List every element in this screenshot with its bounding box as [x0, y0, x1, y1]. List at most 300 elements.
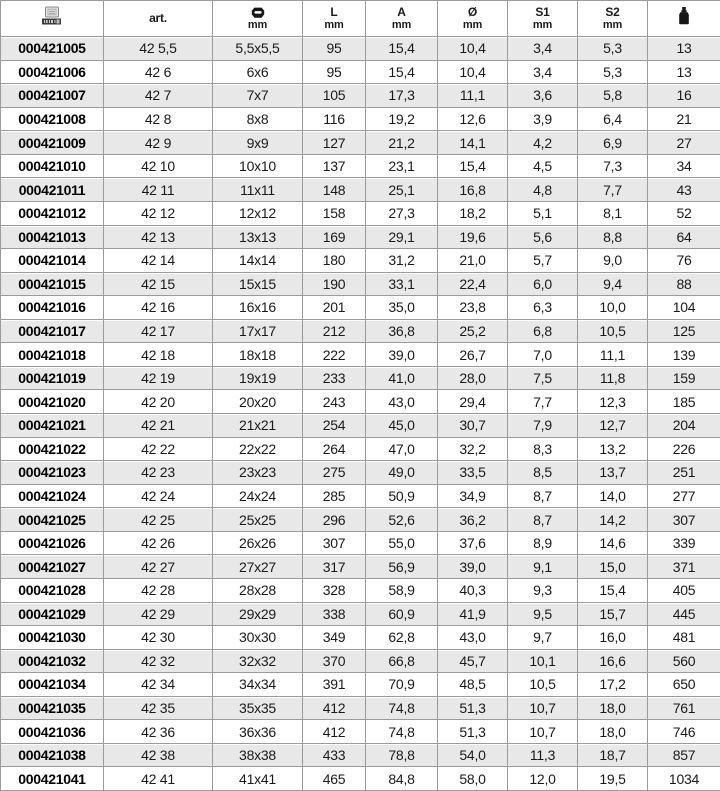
cell-article-code: 000421030 [1, 626, 104, 650]
table-row [1, 437, 720, 461]
cell-length: 137 [303, 154, 366, 178]
col-header-s2 [578, 1, 648, 37]
table-row [1, 60, 720, 84]
cell-s1: 10,1 [508, 649, 578, 673]
cell-s2: 9,0 [578, 249, 648, 273]
cell-weight: 307 [648, 508, 720, 532]
cell-a-dim: 49,0 [366, 461, 438, 485]
cell-a-dim: 35,0 [366, 296, 438, 320]
cell-size: 26x26 [213, 531, 303, 555]
cell-s1: 8,9 [508, 531, 578, 555]
cell-length: 169 [303, 225, 366, 249]
cell-diameter: 11,1 [438, 84, 508, 108]
cell-weight: 104 [648, 296, 720, 320]
table-row [1, 154, 720, 178]
table-row [1, 673, 720, 697]
cell-diameter: 33,5 [438, 461, 508, 485]
cell-length: 317 [303, 555, 366, 579]
cell-size: 6x6 [213, 60, 303, 84]
table-body [1, 37, 720, 791]
cell-s1: 8,7 [508, 508, 578, 532]
cell-article-code: 000421023 [1, 461, 104, 485]
cell-article-code: 000421034 [1, 673, 104, 697]
cell-s1: 11,3 [508, 743, 578, 767]
cell-a-dim: 45,0 [366, 414, 438, 438]
cell-size: 5,5x5,5 [213, 37, 303, 61]
cell-art-no: 42 41 [104, 767, 213, 791]
cell-diameter: 10,4 [438, 37, 508, 61]
cell-length: 412 [303, 720, 366, 744]
cell-article-code: 000421013 [1, 225, 104, 249]
cell-s1: 12,0 [508, 767, 578, 791]
table-row [1, 508, 720, 532]
cell-art-no: 42 15 [104, 272, 213, 296]
cell-art-no: 42 18 [104, 343, 213, 367]
cell-article-code: 000421006 [1, 60, 104, 84]
cell-art-no: 42 17 [104, 319, 213, 343]
cell-art-no: 42 16 [104, 296, 213, 320]
cell-a-dim: 74,8 [366, 696, 438, 720]
cell-s1: 7,9 [508, 414, 578, 438]
cell-length: 158 [303, 201, 366, 225]
cell-size: 8x8 [213, 107, 303, 131]
table-row [1, 578, 720, 602]
cell-length: 412 [303, 696, 366, 720]
cell-diameter: 16,8 [438, 178, 508, 202]
barcode-label-icon [40, 13, 64, 30]
cell-length: 95 [303, 37, 366, 61]
cell-s1: 5,1 [508, 201, 578, 225]
col-header-s1-label: S1 [535, 5, 550, 19]
table-row [1, 414, 720, 438]
cell-a-dim: 78,8 [366, 743, 438, 767]
cell-article-code: 000421007 [1, 84, 104, 108]
cell-art-no: 42 21 [104, 414, 213, 438]
cell-article-code: 000421019 [1, 366, 104, 390]
table-row [1, 602, 720, 626]
cell-article-code: 000421017 [1, 319, 104, 343]
cell-diameter: 32,2 [438, 437, 508, 461]
cell-s2: 19,5 [578, 767, 648, 791]
cell-a-dim: 70,9 [366, 673, 438, 697]
table-row [1, 225, 720, 249]
table-row [1, 296, 720, 320]
cell-s1: 5,6 [508, 225, 578, 249]
cell-art-no: 42 20 [104, 390, 213, 414]
cell-article-code: 000421008 [1, 107, 104, 131]
cell-s2: 15,0 [578, 555, 648, 579]
cell-s2: 15,7 [578, 602, 648, 626]
cell-s1: 6,0 [508, 272, 578, 296]
cell-weight: 405 [648, 578, 720, 602]
cell-length: 307 [303, 531, 366, 555]
col-header-s2-label: S2 [605, 5, 620, 19]
col-header-size [213, 1, 303, 37]
col-header-a-unit: mm [391, 19, 412, 31]
cell-art-no: 42 38 [104, 743, 213, 767]
cell-size: 20x20 [213, 390, 303, 414]
cell-diameter: 48,5 [438, 673, 508, 697]
col-header-size-unit: mm [247, 18, 268, 31]
cell-diameter: 36,2 [438, 508, 508, 532]
cell-s1: 3,4 [508, 60, 578, 84]
cell-s2: 5,3 [578, 60, 648, 84]
cell-art-no: 42 10 [104, 154, 213, 178]
cell-s2: 18,7 [578, 743, 648, 767]
cell-a-dim: 56,9 [366, 555, 438, 579]
cell-a-dim: 47,0 [366, 437, 438, 461]
cell-weight: 226 [648, 437, 720, 461]
cell-article-code: 000421028 [1, 578, 104, 602]
cell-art-no: 42 32 [104, 649, 213, 673]
cell-diameter: 15,4 [438, 154, 508, 178]
cell-weight: 125 [648, 319, 720, 343]
cell-article-code: 000421024 [1, 484, 104, 508]
cell-length: 285 [303, 484, 366, 508]
table-row [1, 131, 720, 155]
cell-a-dim: 27,3 [366, 201, 438, 225]
cell-art-no: 42 8 [104, 107, 213, 131]
cell-weight: 52 [648, 201, 720, 225]
cell-article-code: 000421012 [1, 201, 104, 225]
cell-diameter: 54,0 [438, 743, 508, 767]
cell-s2: 10,0 [578, 296, 648, 320]
table-row [1, 84, 720, 108]
cell-art-no: 42 6 [104, 60, 213, 84]
cell-length: 190 [303, 272, 366, 296]
table-row [1, 366, 720, 390]
cell-s1: 10,7 [508, 696, 578, 720]
col-header-article-code [1, 1, 104, 37]
cell-a-dim: 25,1 [366, 178, 438, 202]
cell-weight: 43 [648, 178, 720, 202]
cell-s1: 4,5 [508, 154, 578, 178]
cell-diameter: 58,0 [438, 767, 508, 791]
table-row [1, 743, 720, 767]
cell-art-no: 42 29 [104, 602, 213, 626]
cell-s2: 11,8 [578, 366, 648, 390]
cell-art-no: 42 23 [104, 461, 213, 485]
col-header-diameter [438, 1, 508, 37]
table-row [1, 343, 720, 367]
cell-diameter: 45,7 [438, 649, 508, 673]
cell-diameter: 43,0 [438, 626, 508, 650]
cell-length: 212 [303, 319, 366, 343]
cell-art-no: 42 5,5 [104, 37, 213, 61]
cell-s1: 8,3 [508, 437, 578, 461]
table-row [1, 390, 720, 414]
table-row [1, 626, 720, 650]
cell-weight: 76 [648, 249, 720, 273]
cell-size: 17x17 [213, 319, 303, 343]
col-header-length-unit: mm [324, 19, 344, 31]
cell-s1: 9,1 [508, 555, 578, 579]
cell-size: 38x38 [213, 743, 303, 767]
cell-diameter: 25,2 [438, 319, 508, 343]
table-row [1, 107, 720, 131]
cell-a-dim: 52,6 [366, 508, 438, 532]
cell-art-no: 42 35 [104, 696, 213, 720]
cell-article-code: 000421018 [1, 343, 104, 367]
cell-s1: 3,4 [508, 37, 578, 61]
cell-length: 275 [303, 461, 366, 485]
cell-s1: 10,7 [508, 720, 578, 744]
cell-diameter: 21,0 [438, 249, 508, 273]
cell-s2: 6,4 [578, 107, 648, 131]
cell-length: 338 [303, 602, 366, 626]
cell-size: 25x25 [213, 508, 303, 532]
table-row [1, 720, 720, 744]
cell-weight: 251 [648, 461, 720, 485]
cell-s1: 7,0 [508, 343, 578, 367]
cell-size: 21x21 [213, 414, 303, 438]
cell-s2: 10,5 [578, 319, 648, 343]
col-header-length-label: L [330, 5, 338, 19]
cell-article-code: 000421032 [1, 649, 104, 673]
cell-article-code: 000421027 [1, 555, 104, 579]
table-row [1, 319, 720, 343]
cell-length: 233 [303, 366, 366, 390]
cell-article-code: 000421041 [1, 767, 104, 791]
cell-diameter: 22,4 [438, 272, 508, 296]
table-row [1, 555, 720, 579]
cell-article-code: 000421038 [1, 743, 104, 767]
cell-size: 35x35 [213, 696, 303, 720]
cell-s2: 8,1 [578, 201, 648, 225]
cell-s1: 8,7 [508, 484, 578, 508]
cell-length: 465 [303, 767, 366, 791]
cell-s2: 8,8 [578, 225, 648, 249]
cell-weight: 16 [648, 84, 720, 108]
cell-s2: 13,2 [578, 437, 648, 461]
cell-diameter: 51,3 [438, 696, 508, 720]
cell-article-code: 000421025 [1, 508, 104, 532]
cell-length: 433 [303, 743, 366, 767]
col-header-s1-unit: mm [532, 19, 553, 31]
cell-a-dim: 60,9 [366, 602, 438, 626]
cell-art-no: 42 14 [104, 249, 213, 273]
cell-article-code: 000421022 [1, 437, 104, 461]
cell-s2: 18,0 [578, 720, 648, 744]
table-row [1, 178, 720, 202]
cell-size: 28x28 [213, 578, 303, 602]
cell-article-code: 000421014 [1, 249, 104, 273]
cell-a-dim: 19,2 [366, 107, 438, 131]
cell-diameter: 19,6 [438, 225, 508, 249]
weight-icon [678, 12, 690, 29]
cell-s1: 7,7 [508, 390, 578, 414]
cell-size: 19x19 [213, 366, 303, 390]
cell-weight: 21 [648, 107, 720, 131]
cell-s2: 14,6 [578, 531, 648, 555]
col-header-art-label: art. [149, 11, 167, 25]
col-header-diameter-unit: mm [462, 19, 483, 31]
cell-size: 11x11 [213, 178, 303, 202]
cell-size: 13x13 [213, 225, 303, 249]
cell-diameter: 34,9 [438, 484, 508, 508]
cell-article-code: 000421036 [1, 720, 104, 744]
table-row [1, 649, 720, 673]
cell-s1: 3,6 [508, 84, 578, 108]
col-header-s1 [508, 1, 578, 37]
cell-size: 12x12 [213, 201, 303, 225]
cell-a-dim: 39,0 [366, 343, 438, 367]
cell-s2: 9,4 [578, 272, 648, 296]
cell-weight: 159 [648, 366, 720, 390]
col-header-s2-unit: mm [602, 19, 623, 31]
cell-weight: 185 [648, 390, 720, 414]
table-row [1, 767, 720, 791]
nut-icon [213, 7, 302, 19]
cell-a-dim: 33,1 [366, 272, 438, 296]
cell-length: 148 [303, 178, 366, 202]
cell-a-dim: 41,0 [366, 366, 438, 390]
cell-s2: 5,3 [578, 37, 648, 61]
cell-art-no: 42 12 [104, 201, 213, 225]
cell-weight: 277 [648, 484, 720, 508]
cell-length: 105 [303, 84, 366, 108]
col-header-a-label: A [397, 5, 406, 19]
cell-article-code: 000421021 [1, 414, 104, 438]
cell-length: 180 [303, 249, 366, 273]
cell-s1: 6,3 [508, 296, 578, 320]
cell-art-no: 42 11 [104, 178, 213, 202]
cell-s2: 12,7 [578, 414, 648, 438]
cell-size: 7x7 [213, 84, 303, 108]
cell-size: 10x10 [213, 154, 303, 178]
cell-weight: 560 [648, 649, 720, 673]
cell-a-dim: 21,2 [366, 131, 438, 155]
cell-length: 254 [303, 414, 366, 438]
cell-a-dim: 43,0 [366, 390, 438, 414]
cell-size: 34x34 [213, 673, 303, 697]
cell-a-dim: 23,1 [366, 154, 438, 178]
cell-s2: 12,3 [578, 390, 648, 414]
cell-s1: 4,2 [508, 131, 578, 155]
cell-size: 30x30 [213, 626, 303, 650]
cell-weight: 13 [648, 37, 720, 61]
table-row [1, 272, 720, 296]
col-header-diameter-label: Ø [467, 5, 478, 19]
cell-weight: 27 [648, 131, 720, 155]
cell-s2: 14,2 [578, 508, 648, 532]
cell-s2: 16,0 [578, 626, 648, 650]
cell-diameter: 23,8 [438, 296, 508, 320]
cell-length: 328 [303, 578, 366, 602]
cell-s1: 4,8 [508, 178, 578, 202]
table-row [1, 484, 720, 508]
table-row [1, 37, 720, 61]
cell-diameter: 26,7 [438, 343, 508, 367]
cell-diameter: 29,4 [438, 390, 508, 414]
cell-s1: 6,8 [508, 319, 578, 343]
cell-length: 222 [303, 343, 366, 367]
cell-article-code: 000421009 [1, 131, 104, 155]
cell-s2: 15,4 [578, 578, 648, 602]
cell-article-code: 000421010 [1, 154, 104, 178]
cell-art-no: 42 7 [104, 84, 213, 108]
cell-s2: 11,1 [578, 343, 648, 367]
cell-a-dim: 15,4 [366, 37, 438, 61]
cell-s2: 7,7 [578, 178, 648, 202]
cell-size: 41x41 [213, 767, 303, 791]
cell-s2: 16,6 [578, 649, 648, 673]
cell-diameter: 28,0 [438, 366, 508, 390]
table-row [1, 461, 720, 485]
cell-s1: 9,7 [508, 626, 578, 650]
cell-size: 9x9 [213, 131, 303, 155]
cell-s2: 5,8 [578, 84, 648, 108]
cell-art-no: 42 19 [104, 366, 213, 390]
cell-weight: 1034 [648, 767, 720, 791]
cell-art-no: 42 34 [104, 673, 213, 697]
cell-size: 27x27 [213, 555, 303, 579]
cell-article-code: 000421016 [1, 296, 104, 320]
cell-weight: 481 [648, 626, 720, 650]
cell-s2: 17,2 [578, 673, 648, 697]
cell-article-code: 000421020 [1, 390, 104, 414]
cell-length: 391 [303, 673, 366, 697]
cell-s1: 7,5 [508, 366, 578, 390]
cell-s2: 18,0 [578, 696, 648, 720]
cell-s2: 7,3 [578, 154, 648, 178]
cell-weight: 339 [648, 531, 720, 555]
cell-weight: 13 [648, 60, 720, 84]
cell-diameter: 40,3 [438, 578, 508, 602]
cell-art-no: 42 9 [104, 131, 213, 155]
cell-size: 14x14 [213, 249, 303, 273]
table-header [1, 1, 720, 37]
cell-weight: 761 [648, 696, 720, 720]
cell-size: 23x23 [213, 461, 303, 485]
cell-size: 16x16 [213, 296, 303, 320]
cell-s1: 8,5 [508, 461, 578, 485]
header-row [1, 1, 720, 37]
cell-size: 29x29 [213, 602, 303, 626]
col-header-art [104, 1, 213, 37]
cell-a-dim: 74,8 [366, 720, 438, 744]
cell-art-no: 42 13 [104, 225, 213, 249]
cell-art-no: 42 26 [104, 531, 213, 555]
cell-diameter: 37,6 [438, 531, 508, 555]
cell-art-no: 42 22 [104, 437, 213, 461]
cell-a-dim: 36,8 [366, 319, 438, 343]
cell-weight: 64 [648, 225, 720, 249]
cell-diameter: 51,3 [438, 720, 508, 744]
cell-a-dim: 17,3 [366, 84, 438, 108]
cell-diameter: 18,2 [438, 201, 508, 225]
table-row [1, 201, 720, 225]
cell-size: 32x32 [213, 649, 303, 673]
cell-art-no: 42 27 [104, 555, 213, 579]
cell-length: 201 [303, 296, 366, 320]
cell-article-code: 000421015 [1, 272, 104, 296]
table-row [1, 696, 720, 720]
cell-length: 95 [303, 60, 366, 84]
col-header-a-dim [366, 1, 438, 37]
cell-s2: 6,9 [578, 131, 648, 155]
cell-weight: 371 [648, 555, 720, 579]
cell-weight: 650 [648, 673, 720, 697]
cell-a-dim: 31,2 [366, 249, 438, 273]
cell-size: 15x15 [213, 272, 303, 296]
col-header-length [303, 1, 366, 37]
cell-a-dim: 29,1 [366, 225, 438, 249]
cell-length: 296 [303, 508, 366, 532]
cell-a-dim: 15,4 [366, 60, 438, 84]
cell-weight: 139 [648, 343, 720, 367]
cell-s1: 5,7 [508, 249, 578, 273]
